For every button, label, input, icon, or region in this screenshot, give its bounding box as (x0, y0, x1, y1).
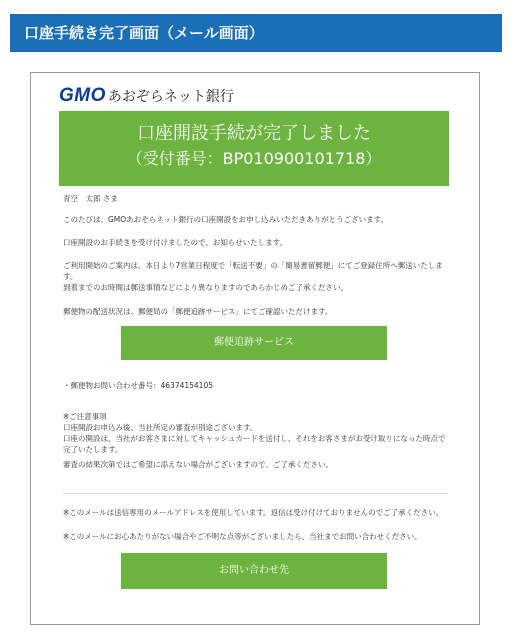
reception-number: （受付番号：BP010900101718） (126, 149, 382, 168)
bank-logo (59, 83, 234, 109)
banner-title: 口座開設手続が完了しました (137, 123, 371, 144)
greeting-text: 青空 太郎 さま (63, 194, 118, 203)
gmo-logo-mark: GMO (59, 85, 106, 106)
acceptance-paragraph: 口座開設のお手続きを受け付けましたので、お知らせいたします。 (63, 238, 288, 247)
tracking-number-text: ・郵便物お問い合わせ番号：46374154105 (63, 381, 213, 390)
tracking-info-paragraph: 郵便物の配送状況は、郵便局の「郵便追跡サービス」にてご確認いただけます。 (63, 307, 333, 316)
completion-banner (59, 111, 449, 186)
footer-sendonly-note: ※このメールは送信専用のメールアドレスを使用しています。返信は受け付けておりませんのでご了承ください。 (63, 508, 444, 517)
footer-contact-note: ※このメールにお心あたりがない場合やご不明な点等がございましたら、当社までお問い合わせください。 (63, 532, 422, 541)
bank-name-text: あおぞらネット銀行 (107, 89, 234, 105)
section-divider (63, 493, 447, 494)
postal-tracking-button[interactable]: 郵便追跡サービス (121, 326, 387, 360)
contact-button[interactable]: お問い合わせ先 (121, 553, 387, 589)
arrival-paragraph: 到着までのお時間は郵送事情などにより異なりますのであらかじめご了承ください。 (63, 283, 348, 292)
notes-result-text: 審査の結果次第ではご希望に添えない場合がございますので、ご了承ください。 (63, 460, 333, 469)
notes-heading: ※ご注意事項 (63, 412, 107, 421)
intro-paragraph: このたびは、GMOあおぞらネット銀行の口座開設をお申し込みいただきありがとうございます。 (63, 215, 389, 224)
notes-review-text: 口座開設お申込み後、当社所定の審査が別途ございます。 (63, 423, 258, 432)
email-preview-frame (30, 72, 480, 625)
page-header-title: 口座手続き完了画面（メール画面） (10, 14, 502, 52)
mailing-paragraph: ご利用開始のご案内は、本日より7営業日程度で「転送不要」の「簡易書留郵便」にてご登録住所へ郵送いたします。 (63, 261, 443, 281)
notes-completion-text: 口座の開設は、当社がお客さまに対してキャッシュカードを送付し、それをお客さまがお受け取りになった時点で完了いたします。 (63, 434, 446, 454)
